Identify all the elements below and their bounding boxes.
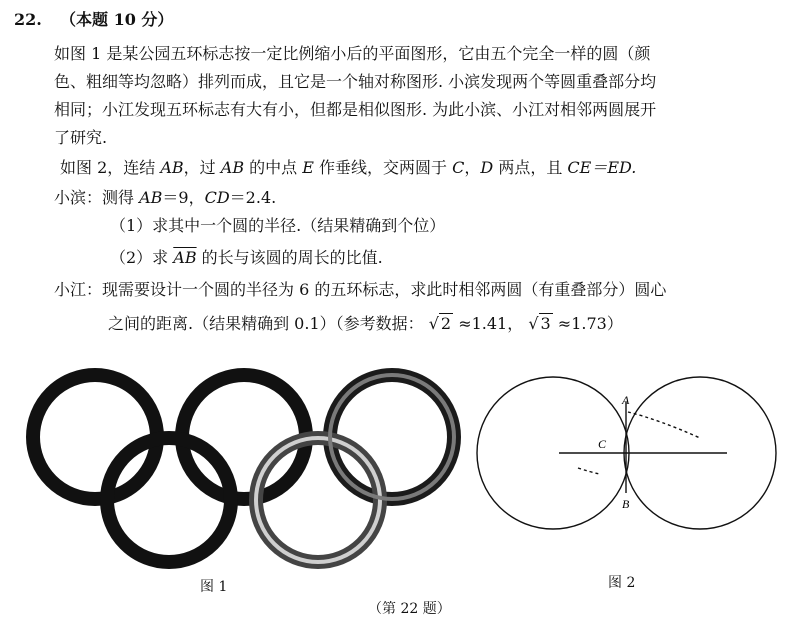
arc-sketch-2	[578, 468, 600, 474]
intro-line-4: 了研究.	[54, 128, 108, 147]
xiaojiang-line-2: 之间的距离.（结果精确到 0.1）（参考数据： √ 2 ≈1.41， √ 3 ≈1.73）	[108, 314, 623, 333]
figure1-caption: 图 1	[200, 579, 228, 595]
intro-line-3: 相同；小江发现五环标志有大有小，但都是相似图形. 为此小滨、小江对相邻两圆展开	[54, 100, 657, 119]
question-number: 22.	[14, 10, 42, 29]
arc-sketch-1	[628, 412, 700, 438]
label-a: A	[622, 393, 630, 407]
xiaojiang-line-1: 小江：现需要设计一个圆的半径为 6 的五环标志，求此时相邻两圆（有重叠部分）圆心	[54, 280, 667, 299]
intro-line-2: 色、粗细等均忽略）排列而成，且它是一个轴对称图形. 小滨发现两个等圆重叠部分均	[54, 72, 657, 91]
question-caption: （第 22 题）	[368, 601, 451, 617]
subquestion-2: （2）求 $\overline{AB}$ 的长与该圆的周长的比值.	[110, 248, 383, 267]
subquestion-1: （1）求其中一个圆的半径.（结果精确到个位）	[110, 216, 446, 235]
figure2-caption: 图 2	[608, 575, 636, 591]
label-c: C	[598, 437, 607, 451]
label-b: B	[622, 497, 630, 511]
question-score: （本题 10 分）	[60, 10, 174, 29]
xiaobin-measurement: 小滨：测得 AB＝9，CD＝2.4.	[54, 188, 277, 207]
sqrt3: √ 3	[528, 314, 551, 333]
figure2-description: 如图 2，连结 AB，过 AB 的中点 E 作垂线，交两圆于 C，D 两点，且 CE＝ED.	[60, 158, 637, 177]
intro-line-1: 如图 1 是某公园五环标志按一定比例缩小后的平面图形，它由五个完全一样的圆（颜	[54, 44, 651, 63]
sqrt2: √ 2	[428, 314, 452, 333]
